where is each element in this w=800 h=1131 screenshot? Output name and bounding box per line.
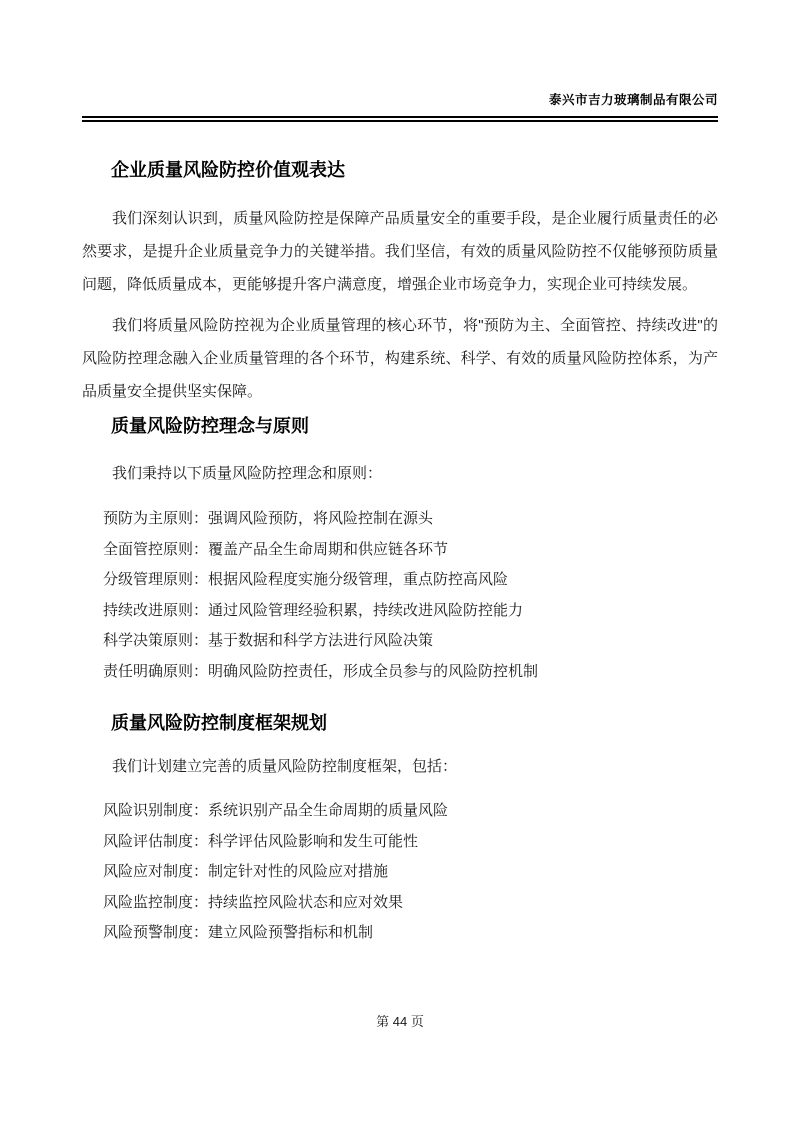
company-name: 泰兴市吉力玻璃制品有限公司	[548, 93, 718, 107]
values-paragraph-1: 我们深刻认识到，质量风险防控是保障产品质量安全的重要手段，是企业履行质量责任的必然要求，是提升企业质量竞争力的关键举措。我们坚信，有效的质量风险防控不仅能够预防质量问题，降低质量成本，更能够提升客户满意度，增强企业市场竞争力，实现企业可持续发展。	[82, 210, 718, 293]
list-item: 全面管控原则：覆盖产品全生命周期和供应链各环节	[103, 540, 449, 558]
framework-intro: 我们计划建立完善的质量风险防控制度框架，包括：	[112, 758, 458, 775]
page-header	[82, 0, 718, 122]
principles-list	[82, 504, 718, 687]
header-double-rule	[82, 116, 718, 122]
list-item: 风险识别制度：系统识别产品全生命周期的质量风险	[103, 802, 449, 819]
list-item: 持续改进原则：通过风险管理经验积累，持续改进风险防控能力	[103, 601, 524, 619]
list-item: 科学决策原则：基于数据和科学方法进行风险决策	[103, 632, 434, 649]
list-item: 风险监控制度：持续监控风险状态和应对效果	[103, 893, 404, 911]
list-item: 风险预警制度：建立风险预警指标和机制	[103, 924, 374, 941]
values-paragraph-2: 我们将质量风险防控视为企业质量管理的核心环节，将"预防为主、全面管控、持续改进"的风险防控理念融入企业质量管理的各个环节，构建系统、科学、有效的质量风险防控体系，为产品质量安全提供坚实保障。	[82, 317, 718, 400]
section-heading-principles: 质量风险防控理念与原则	[111, 416, 309, 436]
list-item: 分级管理原则：根据风险程度实施分级管理，重点防控高风险	[103, 571, 509, 588]
framework-list	[82, 796, 718, 949]
page-number: 第 44 页	[376, 1014, 424, 1029]
list-item: 预防为主原则：强调风险预防，将风险控制在源头	[103, 510, 434, 527]
list-item: 风险评估制度：科学评估风险影响和发生可能性	[103, 832, 419, 850]
list-item: 风险应对制度：制定针对性的风险应对措施	[103, 863, 389, 880]
list-item: 责任明确原则：明确风险防控责任，形成全员参与的风险防控机制	[103, 662, 539, 680]
principles-intro: 我们秉持以下质量风险防控理念和原则：	[112, 465, 383, 482]
document-body	[82, 158, 718, 949]
section-heading-framework: 质量风险防控制度框架规划	[111, 713, 327, 733]
section-heading-values: 企业质量风险防控价值观表达	[111, 160, 345, 180]
